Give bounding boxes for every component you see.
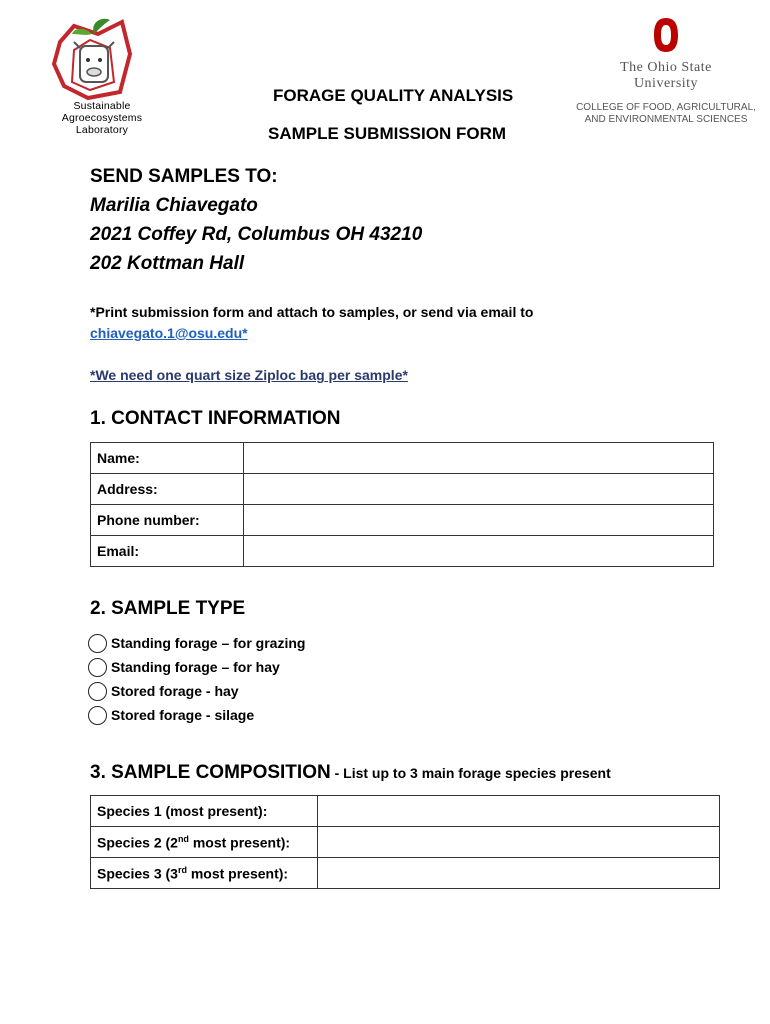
phone-field[interactable] (244, 505, 714, 536)
sal-logo-line-3: Laboratory (75, 124, 129, 136)
contact-table (90, 442, 714, 567)
email-field[interactable] (244, 536, 714, 567)
name-field[interactable] (244, 443, 714, 474)
form-subtitle: SAMPLE SUBMISSION FORM (268, 124, 507, 143)
radio-button[interactable] (88, 682, 107, 701)
recipient-room: 202 Kottman Hall (90, 253, 245, 274)
table-row (91, 858, 720, 889)
sal-logo-line-2: Agroecosystems (61, 112, 143, 124)
name-label: Name: (91, 443, 244, 474)
option-label: Standing forage – for grazing (111, 635, 306, 651)
species-2-label (91, 827, 318, 858)
composition-heading: 3. SAMPLE COMPOSITION (90, 762, 331, 783)
print-instructions: *Print submission form and attach to samples, or send via email to (90, 304, 534, 320)
recipient-address: 2021 Coffey Rd, Columbus OH 43210 (90, 224, 423, 245)
address-field[interactable] (244, 474, 714, 505)
address-label: Address: (91, 474, 244, 505)
species-3-ordinal: rd (177, 864, 187, 875)
radio-button[interactable] (88, 658, 107, 677)
species-2-field[interactable] (318, 827, 720, 858)
sal-logo (44, 8, 154, 140)
bag-note: *We need one quart size Ziploc bag per sample* (90, 367, 408, 383)
table-row (91, 474, 714, 505)
species-3-label-text: Species 3 (3 (97, 865, 178, 882)
sal-emblem-icon (50, 12, 140, 102)
phone-label: Phone number: (91, 505, 244, 536)
composition-heading-line (90, 762, 611, 784)
species-1-label-text: Species 1 (most present): (97, 803, 268, 819)
species-2-label-suffix: most present): (188, 834, 291, 851)
sal-logo-line-1: Sustainable (73, 100, 131, 112)
table-row (91, 443, 714, 474)
email-link[interactable]: chiavegato.1@osu.edu* (90, 325, 248, 341)
osu-name-line-1: The Ohio State (620, 60, 712, 75)
species-2-label-text: Species 2 (2 (97, 834, 178, 851)
composition-heading-note: - List up to 3 main forage species present (330, 765, 611, 781)
species-3-field[interactable] (318, 858, 720, 889)
recipient-name: Marilia Chiavegato (90, 195, 258, 216)
sample-type-heading: 2. SAMPLE TYPE (90, 598, 246, 619)
option-label: Stored forage - hay (111, 683, 239, 699)
option-label: Standing forage – for hay (111, 659, 280, 675)
send-samples-block (90, 162, 422, 278)
osu-logo (568, 14, 764, 134)
contact-heading: 1. CONTACT INFORMATION (90, 408, 341, 429)
send-samples-heading: SEND SAMPLES TO: (90, 166, 278, 187)
species-3-label (91, 858, 318, 889)
table-row (91, 796, 720, 827)
email-label: Email: (91, 536, 244, 567)
species-3-label-suffix: most present): (186, 865, 289, 882)
radio-button[interactable] (88, 706, 107, 725)
table-row (91, 536, 714, 567)
species-2-ordinal: nd (177, 833, 189, 844)
table-row (91, 505, 714, 536)
species-1-field[interactable] (318, 796, 720, 827)
osu-college-line-2: AND ENVIRONMENTAL SCIENCES (584, 114, 748, 125)
osu-name-line-2: University (633, 76, 699, 91)
form-title: FORAGE QUALITY ANALYSIS (273, 86, 514, 105)
option-label: Stored forage - silage (111, 707, 255, 723)
composition-table (90, 795, 720, 889)
species-1-label (91, 796, 318, 827)
osu-college-line-1: COLLEGE OF FOOD, AGRICULTURAL, (576, 102, 756, 113)
table-row (91, 827, 720, 858)
radio-button[interactable] (88, 634, 107, 653)
osu-block-o-icon (652, 16, 680, 54)
